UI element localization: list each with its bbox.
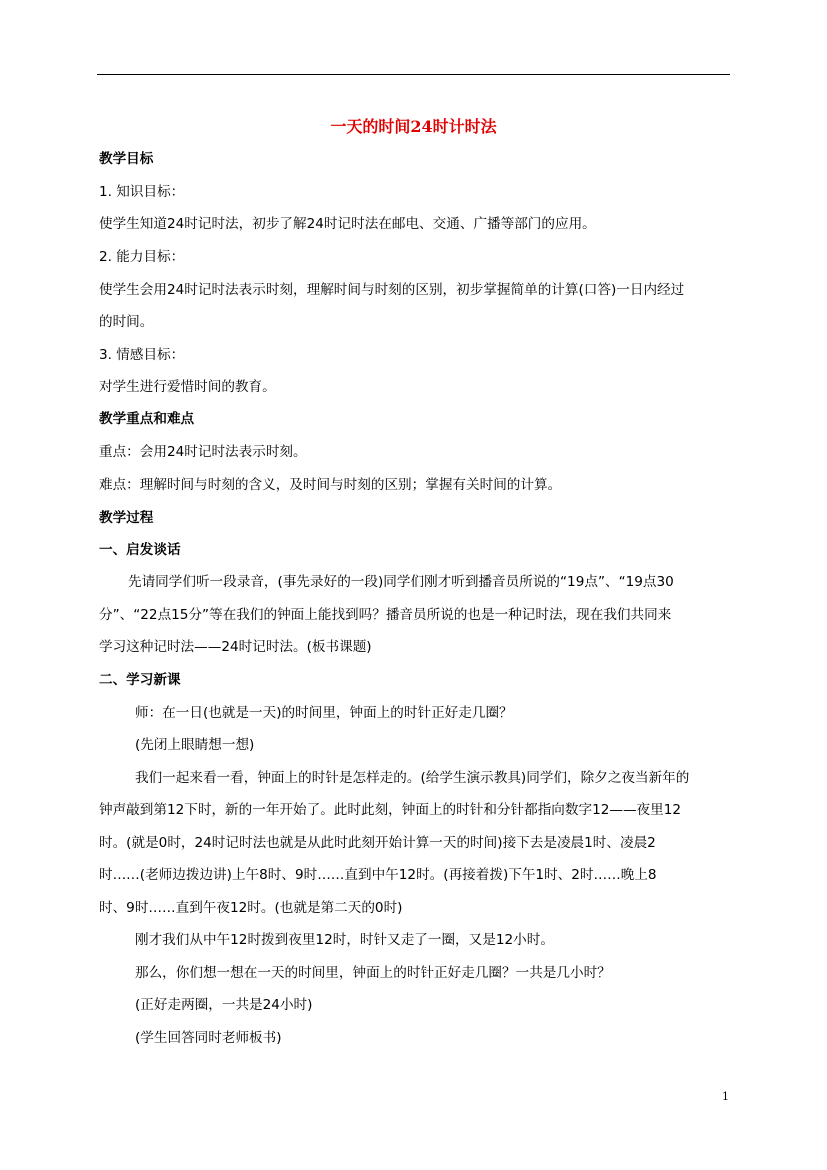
text-line: 难点：理解时间与时刻的含义，及时间与时刻的区别；掌握有关时间的计算。 xyxy=(99,477,562,493)
text-line: 3. 情感目标： xyxy=(99,347,185,363)
text-line: 使学生知道24时记时法，初步了解24时记时法在邮电、交通、广播等部门的应用。 xyxy=(99,216,596,232)
text-line: 时、9时……直到午夜12时。(也就是第二天的0时) xyxy=(99,900,403,916)
heading-process: 教学过程 xyxy=(99,510,154,526)
document-title: 一天的时间24时计时法 xyxy=(330,117,497,136)
heading-objectives: 教学目标 xyxy=(99,151,154,167)
text-line: 重点：会用24时记时法表示时刻。 xyxy=(99,444,307,460)
page-number: 1 xyxy=(722,1090,729,1103)
text-line: (先闭上眼睛想一想) xyxy=(135,737,255,753)
text-line: (学生回答同时老师板书) xyxy=(135,1030,282,1046)
text-line: 1. 知识目标： xyxy=(99,184,185,200)
heading-key-points: 教学重点和难点 xyxy=(99,411,195,427)
heading-section-1: 一、启发谈话 xyxy=(99,542,181,558)
heading-section-2: 二、学习新课 xyxy=(99,672,181,688)
text-line: 使学生会用24时记时法表示时刻，理解时间与时刻的区别，初步掌握简单的计算(口答)一日内经过 xyxy=(99,282,685,298)
text-line: 刚才我们从中午12时拨到夜里12时，时针又走了一圈，又是12小时。 xyxy=(135,932,554,948)
text-line: 时……(老师边拨边讲)上午8时、9时……直到中午12时。(再接着拨)下午1时、2时……晚上8 xyxy=(99,867,657,883)
text-line: 的时间。 xyxy=(99,314,154,330)
text-line: (正好走两圈，一共是24小时) xyxy=(135,997,313,1013)
text-line: 我们一起来看一看，钟面上的时针是怎样走的。(给学生演示教具)同学们，除夕之夜当新年的 xyxy=(135,770,690,786)
text-line: 2. 能力目标： xyxy=(99,249,185,265)
header-rule xyxy=(97,74,730,75)
text-line: 那么，你们想一想在一天的时间里，钟面上的时针正好走几圈？一共是几小时？ xyxy=(135,965,611,981)
text-line: 师：在一日(也就是一天)的时间里，钟面上的时针正好走几圈？ xyxy=(135,705,513,721)
text-line: 分”、“22点15分”等在我们的钟面上能找到吗？播音员所说的也是一种记时法，现在我们共同来 xyxy=(99,607,672,623)
text-line: 学习这种记时法——24时记时法。(板书课题) xyxy=(99,639,372,655)
text-line: 对学生进行爱惜时间的教育。 xyxy=(99,379,276,395)
text-line: 钟声敲到第12下时，新的一年开始了。此时此刻，钟面上的时针和分针都指向数字12——夜里12 xyxy=(99,802,682,818)
text-line: 先请同学们听一段录音，(事先录好的一段)同学们刚才听到播音员所说的“19点”、“19点30 xyxy=(128,574,674,590)
text-line: 时。(就是0时，24时记时法也就是从此时此刻开始计算一天的时间)接下去是凌晨1时、凌晨2 xyxy=(99,835,656,851)
